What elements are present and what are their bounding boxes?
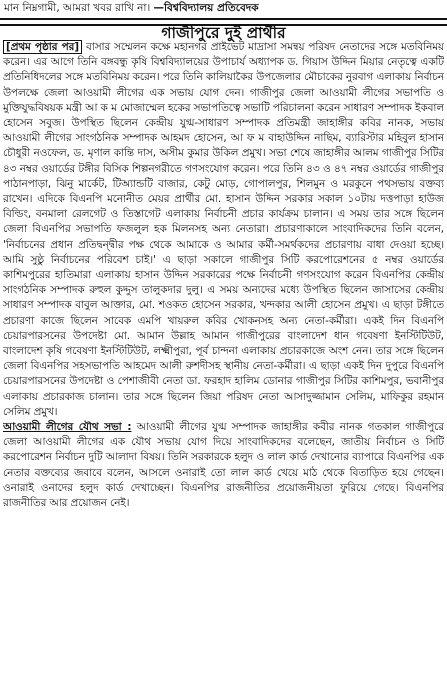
previous-article-text: মান নিম্নগামী, আমরা খবর রাখি না। [4, 2, 154, 14]
article-paragraph [3, 420, 444, 511]
previous-article-credit: —বিশ্ববিদ্যালয় প্রতিবেদক [153, 2, 259, 14]
article-headline: গাজীপুরে দুই প্রার্থীর [161, 24, 286, 42]
article-body [3, 40, 444, 688]
paragraph-text: বাসার সম্মেলন কক্ষে মহানগর প্রাইভেট মাদ্রাসা সমন্বয় পরিষদ নেতাদের সঙ্গে মতবিনিময় করেন। এর আগে তিনি বঙ্গবন্ধু কৃষি বিশ্ববিদ্যালয়ের উপাচার্য অধ্যাপক ড. গিয়াস উদ্দিন মিয়ার নেতৃত্বে একটি প্রতিনিধিদলের সঙ্গে মতবিনিময় করেন। পরে তিনি কালিয়াকৈর উপজেলার মৌচাকের নুরবাগ এলাকায় নির্বাচন উপলক্ষে জেলা আওয়ামী লীগের এক সভায় যোগ দেন। গাজীপুর জেলা আওয়ামী লীগের সভাপতি ও মুক্তিযুদ্ধবিষয়ক মন্ত্রী আ ক ম মোজাম্মেল হকের সভাপতিত্বে সভাটি পরিচালনা করেন সাধারণ সম্পাদক ইকবাল হোসেন সবুজ। উপস্থিত ছিলেন কেন্দ্রীয় যুগ্ম-সাধারণ সম্পাদক প্রতিমন্ত্রী জাহাঙ্গীর কবির নানক, সভায় আওয়ামী লীগের সাংগঠনিক সম্পাদক আহমদ হোসেন, আ ফ ম বাহাউদ্দিন নাছিম, ব্যারিস্টার মহিবুল হাসান চৌধুরী নওফেল, ড. মৃণাল কান্তি দাস, অসীম কুমার উকিল প্রমুখ। সভা শেষে জাহাঙ্গীর আলম গাজীপুর সিটির ৪৩ নম্বর ওয়ার্ডের টঙ্গীর বিসিক শিল্পনগরীতে গণসংযোগ করেন। পরে তিনি ৪৩ ও ৪৭ নম্বর ওয়ার্ডের গাজীপুর পাঠানপাড়া, ঝিনু মার্কেট, টিঅ্যান্ডটি বাজার, কেটু মোড়, গোপালপুর, শিলমুন ও মরকুনে পথসভায় বক্তব্য রাখেন। এদিকে বিএনপি মনোনীত মেয়র প্রার্থীর মো. হাসান উদ্দিন সরকার সকাল ১০টায় দত্তপাড়া হাউজ বিল্ডিং, বনমালা রেলগেট ও তিস্তাগেট এলাকায় নির্বাচনী প্রচার কার্যক্রম চালান। এ সময় তার সঙ্গে ছিলেন জেলা বিএনপির সভাপতি ফজলুল হক মিলনসহ অন্য নেতারা। প্রচারণাকালে সাংবাদিকদের তিনি বলেন, 'নির্বাচনের প্রধান প্রতিদ্বন্দ্বীর পক্ষ থেকে আমাকে ও আমার কর্মী-সমর্থকদের প্রচারণায় বাধা দেওয়া হচ্ছে। আমি সুষ্ঠু নির্বাচনের পরিবেশ চাই।' এ ছাড়া সকালে গাজীপুর সিটি করপোরেশনের ৫ নম্বর ওয়ার্ডের কাশিমপুরের হাতিমারা এলাকায় হাসান উদ্দিন সরকারের পক্ষে নির্বাচনী গণসংযোগ করেন বিএনপির কেন্দ্রীয় সাংগঠনিক সম্পাদক রুহুল কুদ্দুস তালুকদার দুলু। এ সময় অন্যদের মধ্যে উপস্থিত ছিলেন জাসাসের কেন্দ্রীয় সাধারণ সম্পাদক বাবুল আক্তার, মো. শওকত হোসেন সরকার, খন্দকার আলী হোসেন প্রমুখ। এ ছাড়া টঙ্গীতে প্রচারণা কাজে ছিলেন সাবেক এমপি খায়রুল কবির খোকনসহ অন্য নেতা-কর্মীরা। একই দিন বিএনপি চেয়ারপারসনের উপদেষ্টা মো. আমান উল্লাহ আমান গাজীপুরের বাংলাদেশ ধান গবেষণা ইনস্টিটিউট, বাংলাদেশ কৃষি গবেষণা ইনস্টিটিউট, লক্ষ্মীপুরা, পূর্ব চান্দনা এলাকায় প্রচারকাজে অংশ নেন। তার সঙ্গে ছিলেন জেলা বিএনপির সহসভাপতি আহমেদ আলী রুশদীসহ স্থানীয় নেতা-কর্মীরা। এ ছাড়া একই দিন দুপুরে বিএনপি চেয়ারপারসনের উপদেষ্টা ও পেশাজীবী নেতা ডা. ফরহাদ হালিম ডোনার গাজীপুর সিটির কাশিমপুর, ভবানীপুর এলাকায় প্রচারকাজ চালান। তার সঙ্গে ছিলেন জিয়া পরিষদ নেতা আসাদুজ্জামান সেলিম, মাফিকুর রহমান সেলিম প্রমুখ। [3, 41, 444, 418]
continued-from-label: [প্রথম পৃষ্ঠার পর] [3, 40, 82, 54]
section-subhead: আওয়ামী লীগের যৌথ সভা : [3, 421, 132, 434]
previous-article-tail [4, 0, 443, 16]
separator-rule-top [0, 18, 447, 20]
paragraph-text: আওয়ামী লীগের যুগ্ম সম্পাদক জাহাঙ্গীর কবীর নানক গতকাল গাজীপুরে জেলা আওয়ামী লীগের এক যৌথ সভায় যোগ দিয়ে সাংবাদিকদের বলেছেন, জাতীয় নির্বাচন ও সিটি করপোরেশন নির্বাচন দুটি আলাদা বিষয়। তিনি সরকারকে হলুদ ও লাল কার্ড দেখানোর ব্যাপারে বিএনপির এক নেতার বক্তব্যের জবাবে বলেন, আসলে ওনারাই তো লাল কার্ড খেয়ে মাঠ থেকে বিতাড়িত হয়ে গেছেন। ওনারাই ওনাদের হলুদ কার্ড দেখাচ্ছেন। বিএনপির রাজনীতির প্রয়োজনীয়তা ফুরিয়ে গেছে। বিএনপির রাজনীতির আর প্রয়োজন নেই। [3, 421, 444, 510]
article-paragraph [3, 40, 444, 420]
